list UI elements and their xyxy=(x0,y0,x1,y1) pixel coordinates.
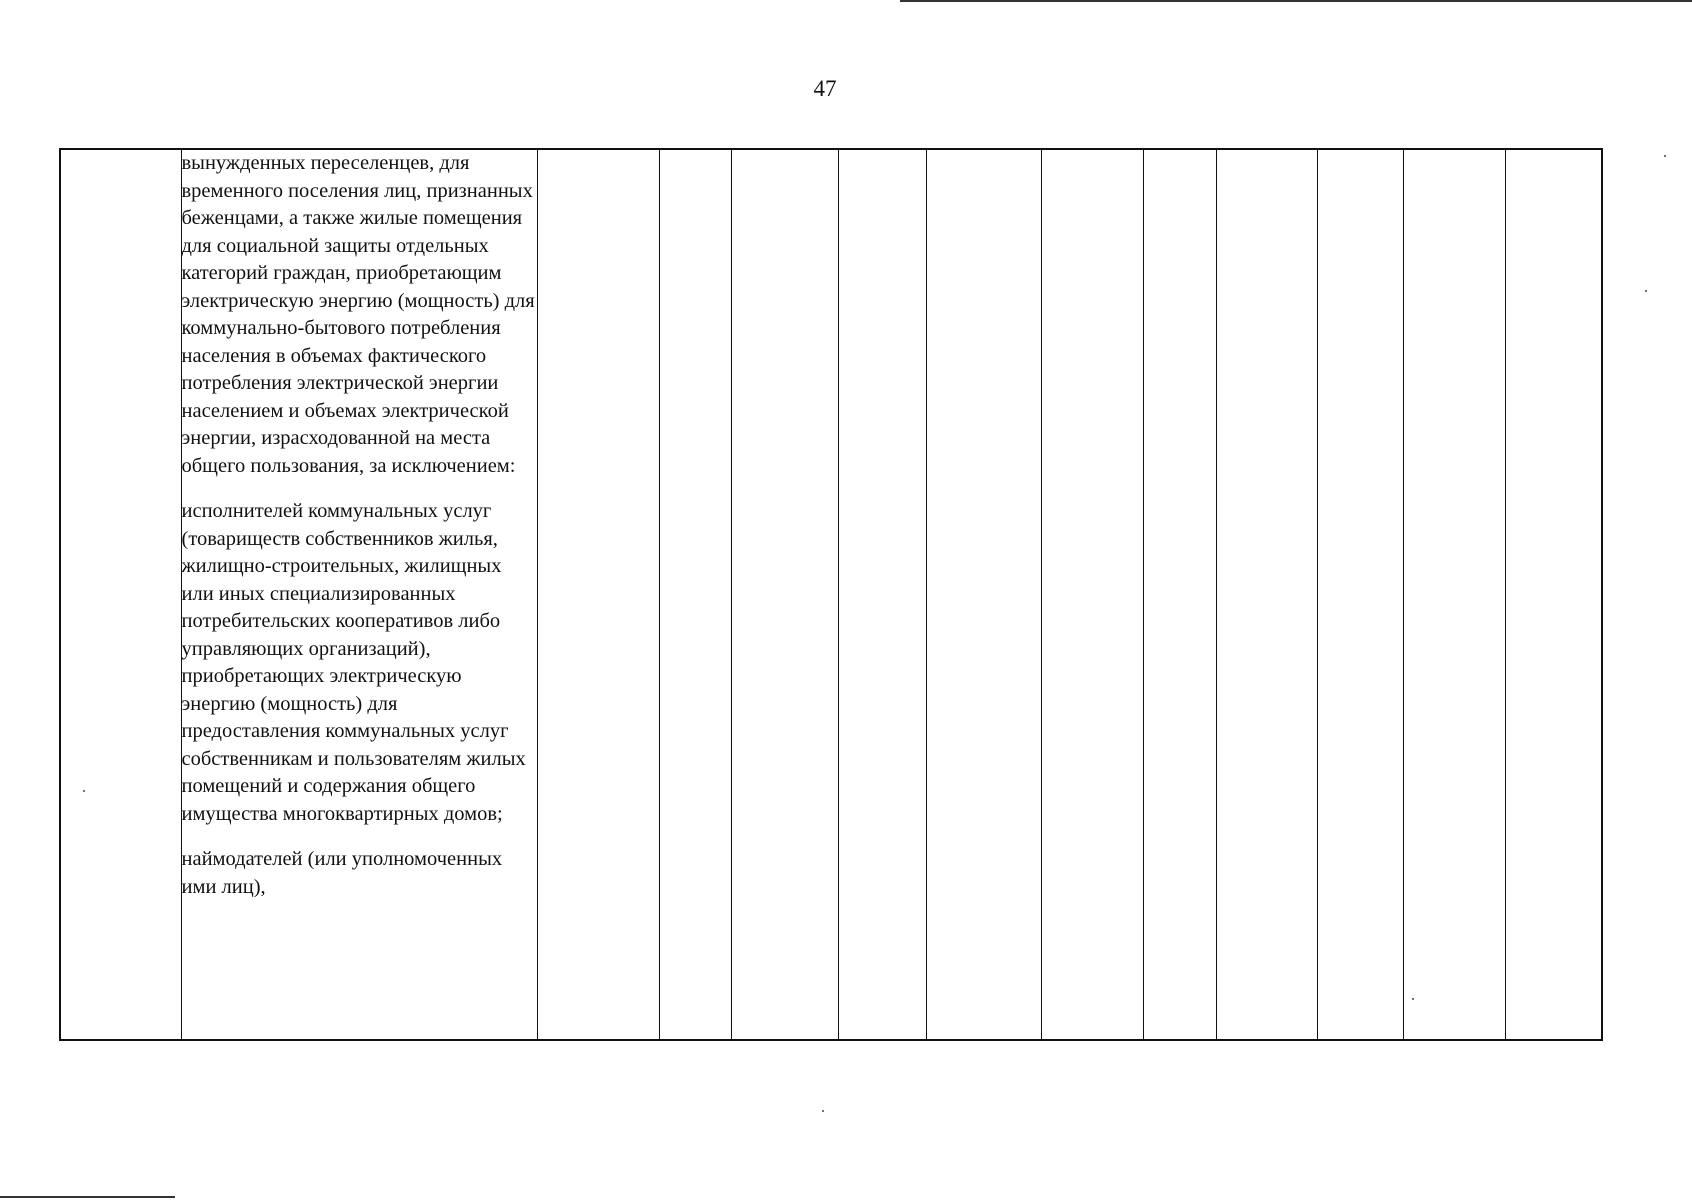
table-cell-description xyxy=(181,149,537,1040)
scan-edge-bottom xyxy=(0,1196,175,1198)
table-cell-empty xyxy=(1143,149,1216,1040)
table-cell-empty xyxy=(1403,149,1505,1040)
scan-speck xyxy=(1645,290,1647,292)
scan-speck xyxy=(1412,998,1414,1000)
scan-speck xyxy=(822,1110,824,1112)
table-cell-empty xyxy=(926,149,1041,1040)
table-row xyxy=(60,149,1602,1040)
scan-speck xyxy=(1664,155,1666,157)
table-cell-number xyxy=(60,149,181,1040)
table-cell-empty xyxy=(1317,149,1403,1040)
table-cell-empty xyxy=(731,149,838,1040)
table-cell-empty xyxy=(838,149,926,1040)
table-cell-empty xyxy=(659,149,731,1040)
document-table xyxy=(59,148,1603,1041)
description-paragraph: исполнителей коммунальных услуг (товариществ собственников жилья, жилищно-строительных, жилищных или иных специализированных потребительских кооперативов либо управляющих организаций), приобретающих электрическую энергию (мощность) для предоставления коммунальных услуг собственникам и пользователям жилых помещений и содержания общего имущества многоквартирных домов; xyxy=(181,500,526,825)
table-cell-empty xyxy=(537,149,659,1040)
scan-edge-top xyxy=(900,0,1692,2)
scan-speck xyxy=(83,790,85,792)
table-cell-empty xyxy=(1216,149,1317,1040)
table-cell-empty xyxy=(1505,149,1602,1040)
page-number: 47 xyxy=(813,76,837,101)
table-cell-empty xyxy=(1041,149,1143,1040)
description-paragraph: наймодателей (или уполномоченных ими лиц), xyxy=(181,848,503,898)
description-paragraph: вынужденных переселенцев, для временного поселения лиц, признанных беженцами, а также жилые помещения для социальной защиты отдельных категорий граждан, приобретающим электрическую энергию (мощность) для коммунально-бытового потребления населения в объемах фактического потребления электрической энергии населением и объемах электрической энергии, израсходованной на места общего пользования, за исключением: xyxy=(181,152,535,477)
